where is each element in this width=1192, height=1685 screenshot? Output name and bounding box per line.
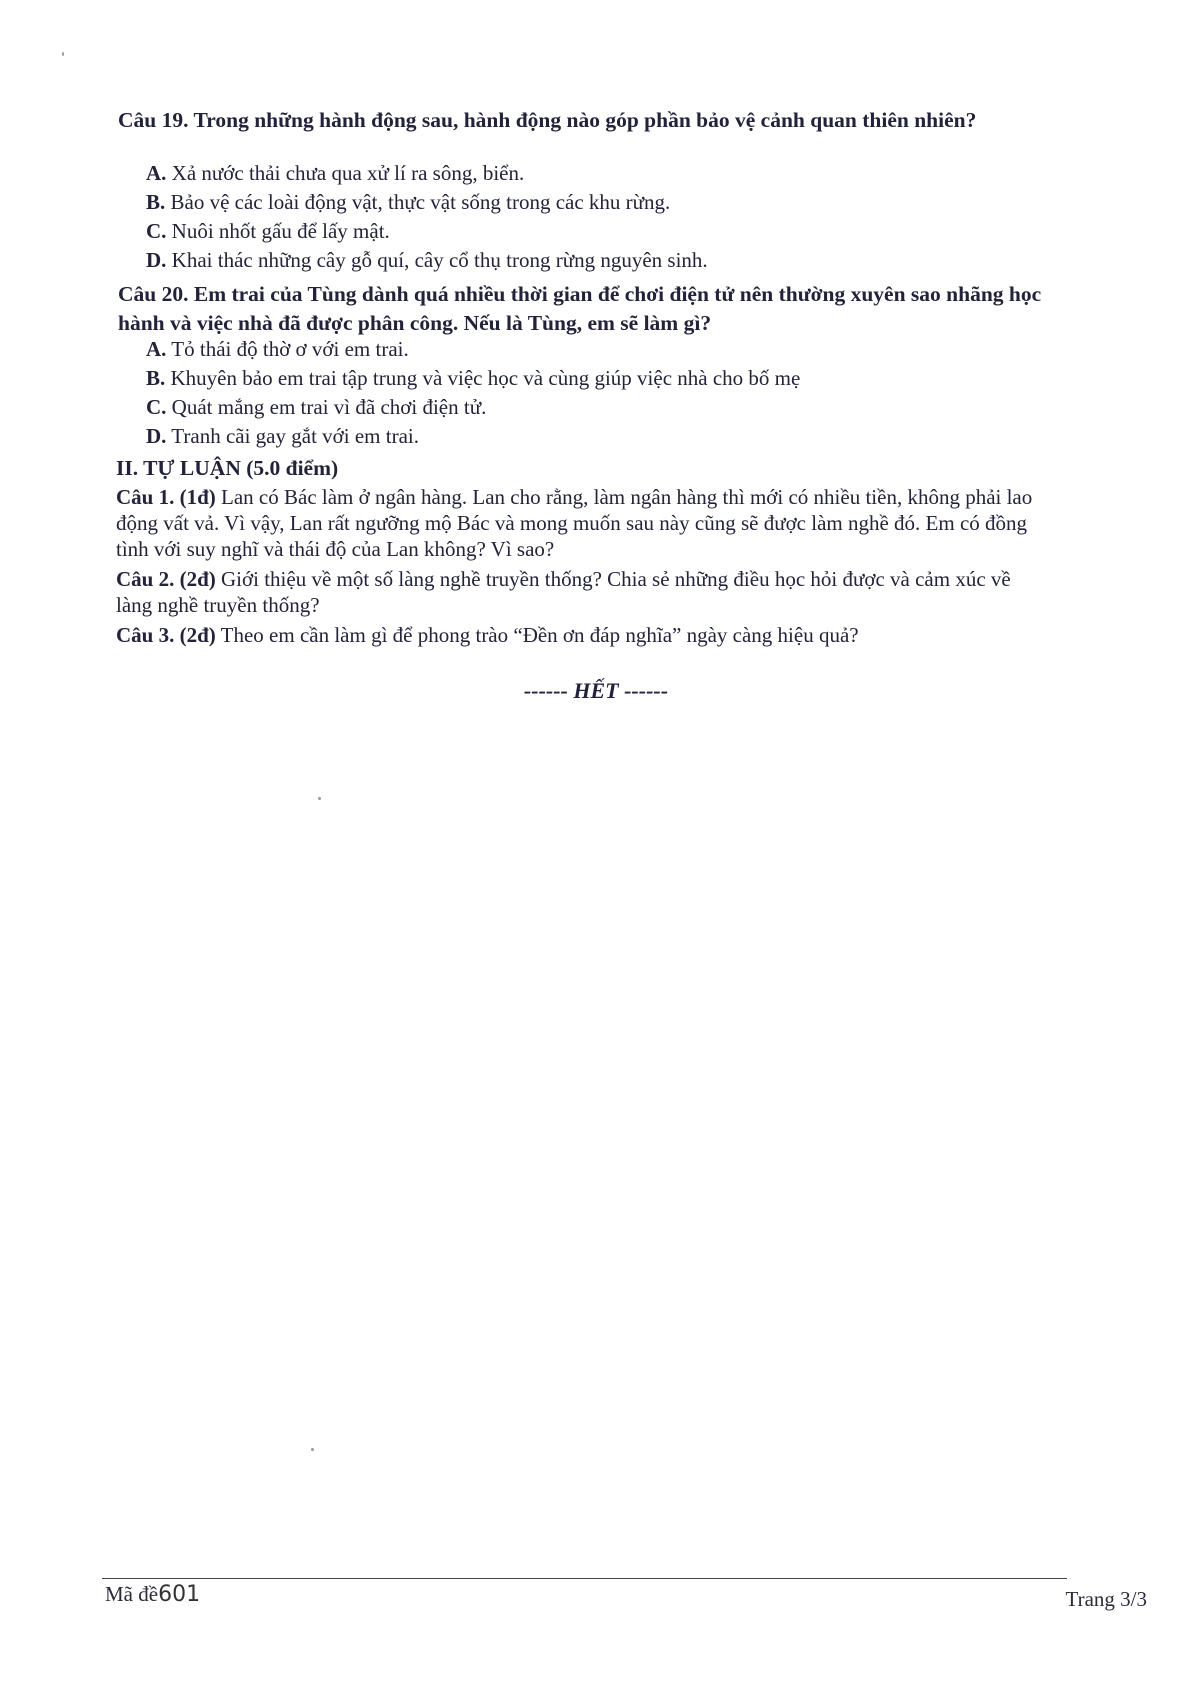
- exam-code: [105, 1582, 200, 1607]
- question-20-option-b: [146, 364, 1046, 392]
- option-letter: A.: [146, 337, 167, 361]
- option-text: Nuôi nhốt gấu để lấy mật.: [171, 219, 390, 243]
- option-letter: C.: [146, 219, 167, 243]
- option-letter: D.: [146, 248, 167, 272]
- option-text: Tranh cãi gay gắt với em trai.: [171, 424, 419, 448]
- page-number: Trang 3/3: [1065, 1587, 1147, 1611]
- exam-code-label: Mã đề: [105, 1582, 159, 1606]
- essay-question-text: Theo em cần làm gì để phong trào “Đền ơn đáp nghĩa” ngày càng hiệu quả?: [220, 623, 859, 647]
- option-text: Xả nước thải chưa qua xử lí ra sông, biển.: [171, 161, 525, 185]
- scan-speck: [311, 1448, 314, 1451]
- scan-speck: [62, 52, 64, 56]
- essay-question-text: Giới thiệu về một số làng nghề truyền thống? Chia sẻ những điều học hỏi được và cảm xúc về làng nghề truyền thống?: [116, 567, 1011, 617]
- option-text: Khuyên bảo em trai tập trung và việc học và cùng giúp việc nhà cho bố mẹ: [170, 366, 801, 390]
- essay-question-text: Lan có Bác làm ở ngân hàng. Lan cho rằng, làm ngân hàng thì mới có nhiều tiền, không phải lao động vất vả. Vì vậy, Lan rất ngưỡng mộ Bác và mong muốn sau này cũng sẽ được làm nghề đó. Em có đồng tình với suy nghĩ và thái độ của Lan không? Vì sao?: [116, 485, 1033, 561]
- question-20-heading: [118, 280, 1048, 338]
- essay-question-label: Câu 3. (2đ): [116, 623, 216, 647]
- scan-speck: [318, 797, 321, 800]
- question-20-text: Em trai của Tùng dành quá nhiều thời gian để chơi điện tử nên thường xuyên sao nhãng học hành và việc nhà đã được phân công. Nếu là Tùng, em sẽ làm gì?: [118, 282, 1042, 335]
- question-19-option-c: [146, 217, 1046, 245]
- option-letter: B.: [146, 190, 166, 214]
- question-19-number: Câu 19.: [118, 108, 189, 132]
- essay-question-label: Câu 1. (1đ): [116, 485, 216, 509]
- question-19-heading: [118, 106, 1048, 135]
- exam-code-value: 601: [158, 1582, 201, 1607]
- option-letter: B.: [146, 366, 166, 390]
- option-text: Quát mắng em trai vì đã chơi điện tử.: [171, 395, 487, 419]
- footer-divider: [102, 1578, 1067, 1579]
- essay-question-label: Câu 2. (2đ): [116, 567, 216, 591]
- end-marker: ------ HẾT ------: [523, 678, 669, 703]
- option-text: Bảo vệ các loài động vật, thực vật sống trong các khu rừng.: [170, 190, 671, 214]
- option-letter: A.: [146, 161, 167, 185]
- essay-question-1: [116, 484, 1051, 562]
- question-19-text: Trong những hành động sau, hành động nào góp phần bảo vệ cảnh quan thiên nhiên?: [193, 108, 977, 132]
- option-letter: D.: [146, 424, 167, 448]
- question-20-option-a: [146, 335, 1046, 363]
- question-20-option-c: [146, 393, 1046, 421]
- option-text: Khai thác những cây gỗ quí, cây cổ thụ trong rừng nguyên sinh.: [171, 248, 708, 272]
- essay-question-3: [116, 622, 1051, 648]
- option-letter: C.: [146, 395, 167, 419]
- essay-question-2: [116, 566, 1051, 618]
- question-20-option-d: [146, 422, 1046, 450]
- question-20-number: Câu 20.: [118, 282, 189, 306]
- question-19-option-d: [146, 246, 1046, 274]
- question-19-option-b: [146, 188, 1046, 216]
- question-19-option-a: [146, 159, 1046, 187]
- section-2-title: II. TỰ LUẬN (5.0 điểm): [116, 456, 339, 480]
- option-text: Tỏ thái độ thờ ơ với em trai.: [171, 337, 409, 361]
